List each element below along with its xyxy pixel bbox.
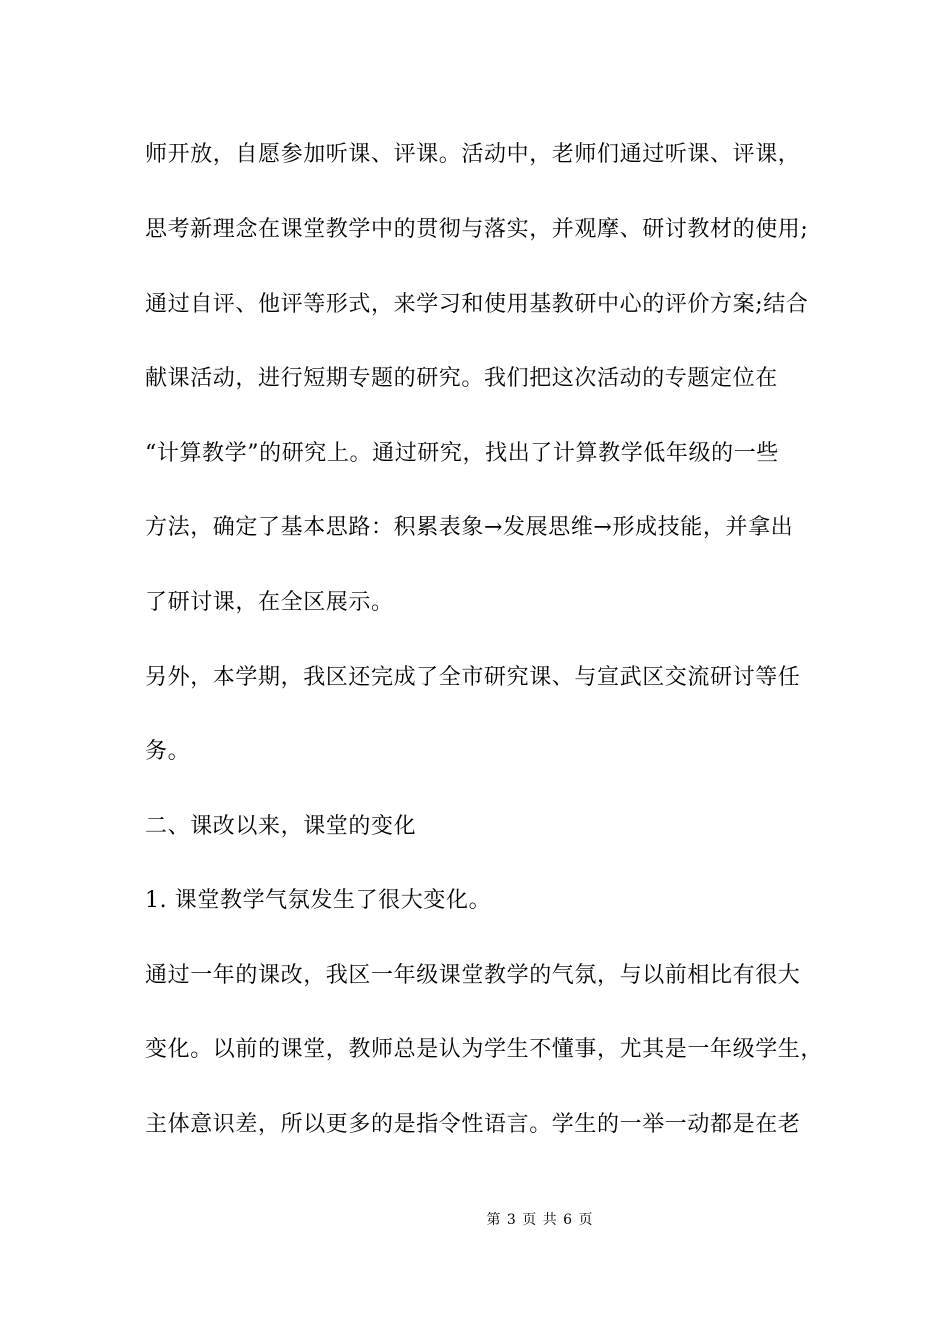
text-line: 思考新理念在课堂教学中的贯彻与落实，并观摩、研讨教材的使用; bbox=[145, 217, 809, 242]
text-line: 了研讨课，在全区展示。 bbox=[145, 590, 394, 615]
text-line: 通过自评、他评等形式，来学习和使用基教研中心的评价方案;结合 bbox=[145, 292, 809, 317]
text-line: 方法，确定了基本思路：积累表象→发展思维→形成技能，并拿出 bbox=[145, 515, 794, 540]
text-line: 通过一年的课改，我区一年级课堂教学的气氛，与以前相比有很大 bbox=[145, 963, 801, 988]
subsection-heading: 1. 课堂教学气氛发生了很大变化。 bbox=[145, 888, 492, 913]
text-line: 献课活动，进行短期专题的研究。我们把这次活动的专题定位在 bbox=[145, 366, 778, 391]
text-line: 务。 bbox=[145, 739, 191, 764]
page-number-footer: 第 3 页 共 6 页 bbox=[486, 1212, 594, 1228]
text-line: 主体意识差，所以更多的是指令性语言。学生的一举一动都是在老 bbox=[145, 1112, 801, 1137]
text-line: 师开放，自愿参加听课、评课。活动中，老师们通过听课、评课， bbox=[145, 142, 801, 167]
text-line: “计算教学”的研究上。通过研究，找出了计算教学低年级的一些 bbox=[145, 441, 779, 466]
section-heading: 二、课改以来，课堂的变化 bbox=[145, 814, 417, 839]
text-line: 变化。以前的课堂，教师总是认为学生不懂事，尤其是一年级学生， bbox=[145, 1037, 824, 1062]
text-line: 另外，本学期，我区还完成了全市研究课、与宣武区交流研讨等任 bbox=[145, 665, 801, 690]
